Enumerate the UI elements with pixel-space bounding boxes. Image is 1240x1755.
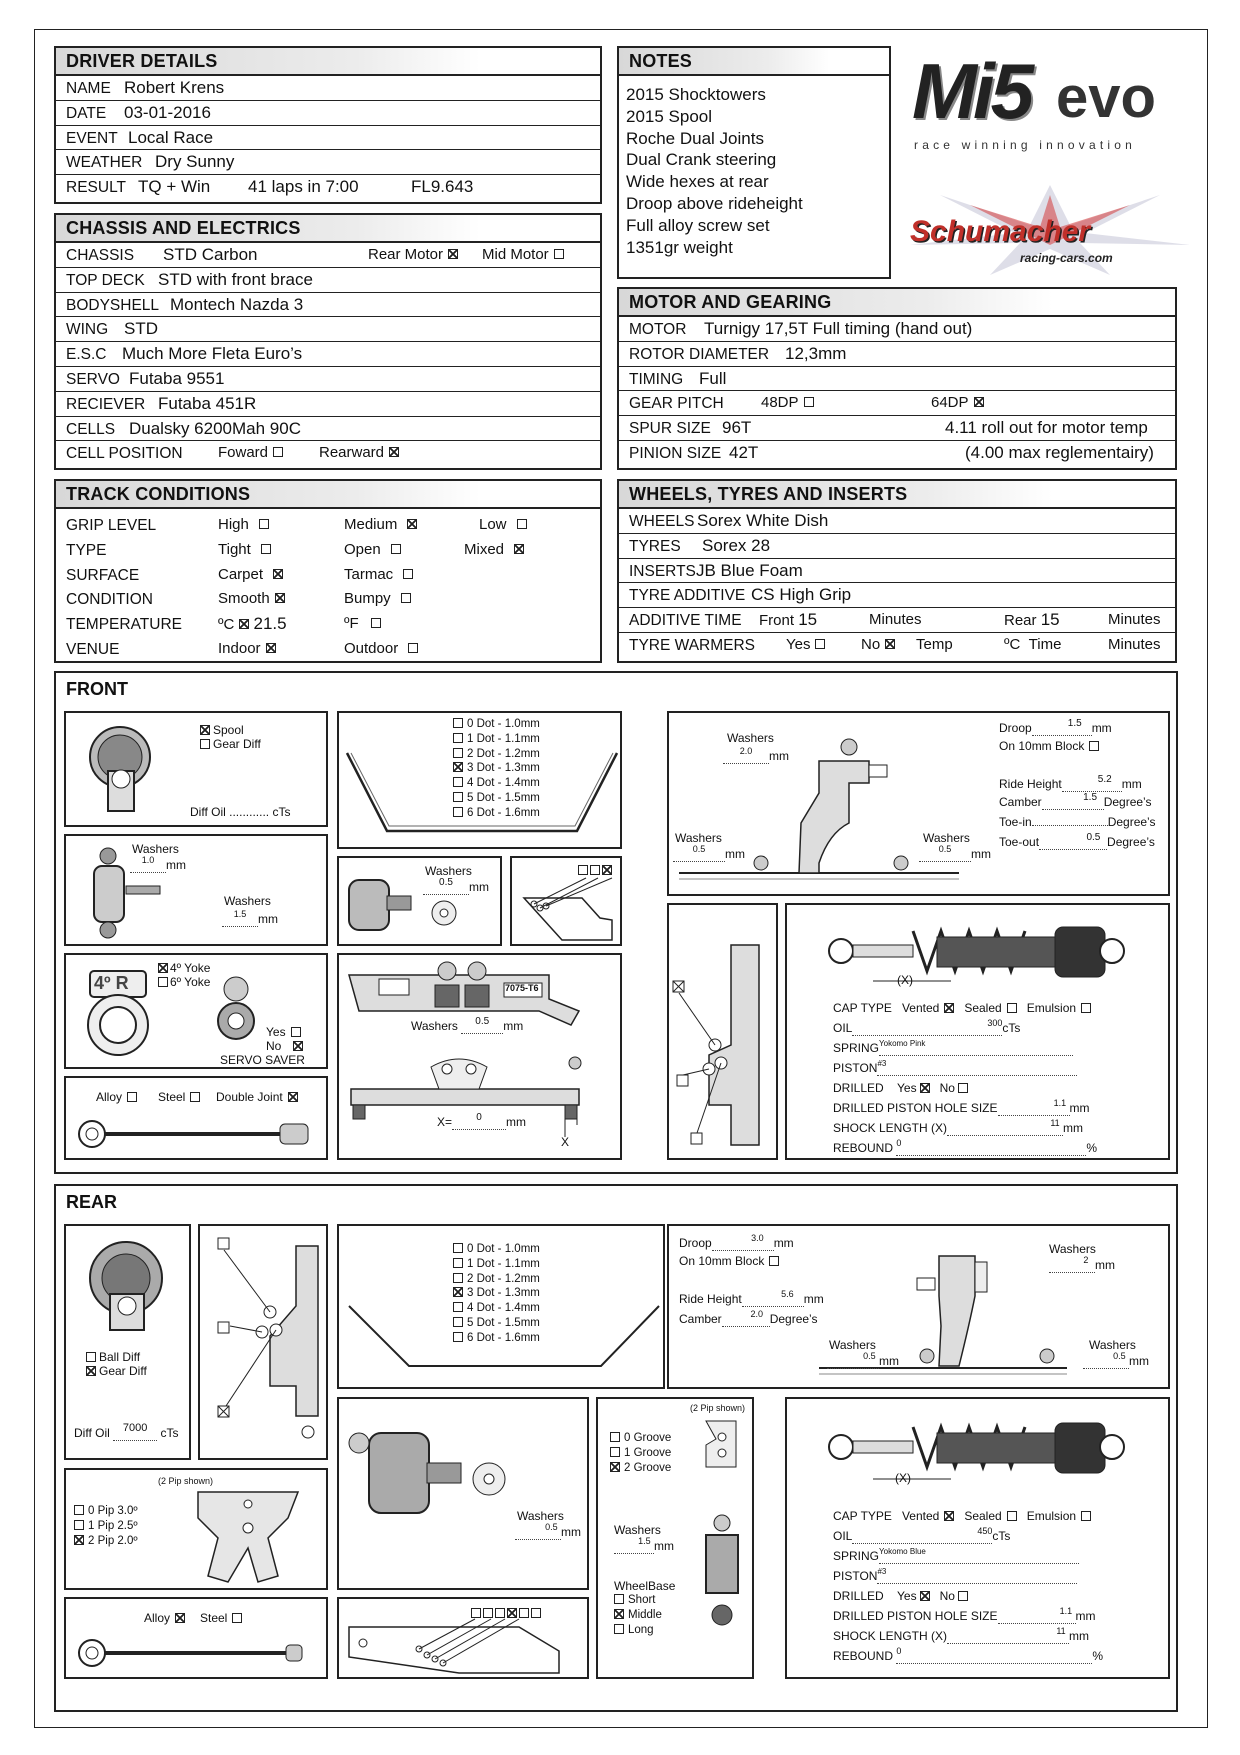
washer-icon bbox=[429, 898, 459, 928]
mid-motor-checkbox[interactable] bbox=[554, 249, 564, 259]
rear-groove-label: 1 Groove bbox=[624, 1446, 672, 1459]
front-ackermann-box bbox=[510, 856, 622, 946]
rear-swaybar-dot-checkbox[interactable] bbox=[453, 1302, 463, 1312]
front-alloy-checkbox[interactable] bbox=[127, 1092, 137, 1102]
schumacher-wordmark: Schumacher bbox=[910, 215, 1091, 248]
temp-celsius-checkbox[interactable] bbox=[239, 619, 249, 629]
front-on-block-checkbox[interactable] bbox=[1089, 741, 1099, 751]
wheelbase-option[interactable] bbox=[614, 1623, 662, 1638]
pitch-64-checkbox[interactable] bbox=[974, 397, 984, 407]
grip-row[interactable]: GRIP LEVEL High Medium Low bbox=[56, 513, 600, 538]
front-swaybar-dot-label: 1 Dot - 1.1mm bbox=[467, 732, 540, 745]
front-swaybar-dot-checkbox[interactable] bbox=[453, 733, 463, 743]
pinion-row[interactable]: PINION SIZE 42T (4.00 max reglementairy) bbox=[629, 442, 1154, 462]
forward-checkbox[interactable] bbox=[273, 447, 283, 457]
rear-steel-checkbox[interactable] bbox=[232, 1613, 242, 1623]
notes-line: Droop above rideheight bbox=[626, 193, 803, 213]
rear-swaybar-dot-checkbox[interactable] bbox=[453, 1258, 463, 1268]
front-swaybar-dot-label: 3 Dot - 1.3mm bbox=[467, 762, 540, 775]
front-swaybar-dot-checkbox[interactable] bbox=[453, 762, 463, 772]
rear-hub-washers-box: Washers $^{0.5}$ mm bbox=[337, 1397, 589, 1590]
rear-driveshaft-graphic bbox=[76, 1633, 316, 1673]
rear-swaybar-dot-label: 4 Dot - 1.4mm bbox=[467, 1302, 540, 1315]
rear-swaybar-dot-option[interactable] bbox=[453, 1316, 540, 1331]
driver-details-panel bbox=[54, 46, 602, 204]
rear-swaybar-dot-label: 5 Dot - 1.5mm bbox=[467, 1316, 540, 1329]
motor-panel bbox=[617, 287, 1177, 470]
front-swaybar-dot-checkbox[interactable] bbox=[453, 777, 463, 787]
front-block-box: 7075-T6 Washers $^{0.5}$ mm X= $^0$ mm X bbox=[337, 953, 622, 1160]
wing-row[interactable]: WING STD bbox=[56, 317, 600, 342]
rear-pip-label: 0 Pip 3.0º bbox=[88, 1505, 138, 1517]
rear-swaybar-dot-checkbox[interactable] bbox=[453, 1273, 463, 1283]
front-cap-vented-checkbox[interactable] bbox=[944, 1003, 954, 1013]
rear-pip-label: 2 Pip 2.0º bbox=[88, 1534, 138, 1547]
front-swaybar-box bbox=[337, 711, 622, 849]
rear-diff-box: Ball Diff Gear Diff Diff Oil 7000 cTs bbox=[64, 1224, 191, 1460]
condition-bumpy-checkbox[interactable] bbox=[401, 593, 411, 603]
rear-hubcarrier-box bbox=[198, 1224, 328, 1460]
front-shock-box: (X) CAP TYPE Vented Sealed Emulsion OIL $^{300}$cTs $SPRING^{Yokomo Pink}$ PISTON$^{\#3}$ DRILLED Yes No DRILLED PISTON HOLE SIZE $^{1.1}$ mm SHOCK LENGTH (X) $^{11}$ mm REBOUND $^0$ % bbox=[785, 903, 1170, 1160]
rear-shock-graphic bbox=[827, 1407, 1127, 1497]
front-swaybar-dot-label: 2 Dot - 1.2mm bbox=[467, 747, 540, 760]
wheels-row[interactable]: WHEELS Sorex White Dish bbox=[619, 509, 1175, 534]
rear-dots-list[interactable] bbox=[453, 1242, 540, 1346]
cells-row[interactable]: CELLS Dualsky 6200Mah 90C bbox=[56, 417, 600, 442]
track-heading: TRACK CONDITIONS bbox=[56, 481, 600, 509]
front-swaybar-dot-label: 6 Dot - 1.6mm bbox=[467, 806, 540, 819]
rear-swaybar-dot-label: 3 Dot - 1.3mm bbox=[467, 1287, 540, 1300]
front-driveshaft-graphic bbox=[76, 1114, 316, 1154]
type-open-checkbox[interactable] bbox=[391, 544, 401, 554]
front-swaybar-dot-option[interactable] bbox=[453, 776, 540, 791]
rear-drilled-no-checkbox[interactable] bbox=[958, 1591, 968, 1601]
gear-pitch-row[interactable]: GEAR PITCH 48DP 64DP bbox=[619, 391, 1175, 416]
grip-medium-checkbox[interactable] bbox=[407, 519, 417, 529]
front-hub-washers-box: Washers $^{0.5}$ mm bbox=[337, 856, 502, 946]
motor-row[interactable]: MOTOR Turnigy 17,5T Full timing (hand out) bbox=[619, 317, 1175, 342]
front-gear-diff-checkbox[interactable] bbox=[200, 739, 210, 749]
warmers-yes-checkbox[interactable] bbox=[815, 639, 825, 649]
rear-geometry-box: Droop $^{3.0}$ mm On 10mm Block Ride Height $^{5.6}$ mm Camber $^{2.0}$ Degree’s Washers $^2$ mm Washers $^{0.5}$ mm Washers $^{0.5}$ mm bbox=[667, 1224, 1170, 1389]
rear-wheelbase-box: (2 Pip shown) 0 Groove 1 Groove 2 Groove Washers $^{1.5}$ mm WheelBase Short Middle Long bbox=[596, 1397, 754, 1679]
wheelbase-list[interactable] bbox=[614, 1593, 662, 1637]
bodyshell-row[interactable]: BODYSHELL Montech Nazda 3 bbox=[56, 293, 600, 318]
wheelbase-label: Short bbox=[628, 1594, 656, 1606]
rear-hubcarrier-graphic bbox=[200, 1226, 330, 1462]
front-drilled-no-checkbox[interactable] bbox=[958, 1083, 968, 1093]
grip-high-checkbox[interactable] bbox=[259, 519, 269, 529]
notes-line: 2015 Spool bbox=[626, 106, 713, 126]
front-heading: FRONT bbox=[66, 679, 128, 699]
logo-evo-text: evo bbox=[1056, 65, 1156, 130]
notes-line: Roche Dual Joints bbox=[626, 128, 764, 148]
rear-heading: REAR bbox=[66, 1192, 118, 1212]
venue-indoor-checkbox[interactable] bbox=[266, 643, 276, 653]
rear-swaybar-dot-checkbox[interactable] bbox=[453, 1287, 463, 1297]
date-value: 03-01-2016 bbox=[124, 102, 211, 122]
rear-pip-option[interactable] bbox=[74, 1504, 138, 1519]
temp-fahrenheit-checkbox[interactable] bbox=[371, 618, 381, 628]
rear-swaybar-dot-option[interactable] bbox=[453, 1301, 540, 1316]
venue-row[interactable]: VENUE Indoor Outdoor bbox=[56, 637, 600, 662]
type-tight-checkbox[interactable] bbox=[261, 544, 271, 554]
rear-diff-icon bbox=[74, 1232, 184, 1342]
pitch-48-checkbox[interactable] bbox=[804, 397, 814, 407]
servo-saver-label: SERVO SAVER bbox=[220, 1053, 305, 1067]
rear-toe-box bbox=[337, 1597, 589, 1679]
front-swaybar-dot-label: 0 Dot - 1.0mm bbox=[467, 718, 540, 730]
front-swaybar-dot-option[interactable] bbox=[453, 791, 540, 806]
wheelbase-checkbox[interactable] bbox=[614, 1624, 624, 1634]
schumacher-url: racing-cars.com bbox=[1020, 251, 1113, 265]
name-row[interactable]: NAME Robert Krens bbox=[56, 76, 600, 101]
front-swaybar-dot-option[interactable] bbox=[453, 747, 540, 762]
notes-list[interactable] bbox=[619, 76, 889, 258]
front-swaybar-dot-option[interactable] bbox=[453, 732, 540, 747]
rear-alloy-checkbox[interactable] bbox=[175, 1613, 185, 1623]
ackermann-1-checkbox[interactable] bbox=[578, 865, 588, 875]
rear-swaybar-dot-option[interactable] bbox=[453, 1286, 540, 1301]
wheels-heading: WHEELS, TYRES AND INSERTS bbox=[619, 481, 1175, 509]
wheelbase-option[interactable] bbox=[614, 1593, 662, 1608]
rear-on-block-checkbox[interactable] bbox=[769, 1256, 779, 1266]
notes-line: 2015 Shocktowers bbox=[626, 85, 766, 104]
receiver-row[interactable]: RECIEVER Futaba 451R bbox=[56, 392, 600, 417]
rear-swaybar-dot-option[interactable] bbox=[453, 1331, 540, 1346]
front-diff-box: Spool Gear Diff Diff Oil ............ cTs bbox=[64, 711, 328, 827]
chassis-heading: CHASSIS AND ELECTRICS bbox=[56, 215, 600, 243]
rear-gear-diff-checkbox[interactable] bbox=[86, 1366, 96, 1376]
wheelbase-checkbox[interactable] bbox=[614, 1609, 624, 1619]
front-shock-graphic bbox=[827, 911, 1127, 1001]
front-shocktower-box bbox=[667, 903, 778, 1160]
rear-groove-checkbox[interactable] bbox=[610, 1432, 620, 1442]
rear-cap-sealed-checkbox[interactable] bbox=[1007, 1511, 1017, 1521]
rear-groove-option[interactable] bbox=[610, 1431, 671, 1446]
rear-driveshaft-box: Alloy Steel bbox=[64, 1597, 328, 1679]
inserts-row[interactable]: INSERTS JB Blue Foam bbox=[619, 559, 1175, 584]
timing-row[interactable]: TIMING Full bbox=[619, 367, 1175, 392]
rear-pip-checkbox[interactable] bbox=[74, 1505, 84, 1515]
name-value: Robert Krens bbox=[124, 78, 225, 97]
surface-tarmac-checkbox[interactable] bbox=[403, 569, 413, 579]
groove-block-graphic bbox=[696, 1415, 746, 1475]
grip-low-checkbox[interactable] bbox=[517, 519, 527, 529]
tyre-warmers-row[interactable]: TYRE WARMERS Yes No Temp ºC Time Minutes bbox=[629, 635, 1161, 654]
wheelbase-label: Middle bbox=[628, 1608, 662, 1621]
wheelbase-option[interactable] bbox=[614, 1608, 662, 1623]
rear-pip-checkbox[interactable] bbox=[74, 1520, 84, 1530]
track-panel bbox=[54, 479, 602, 663]
front-diff-icon bbox=[70, 719, 180, 819]
front-hub-icon bbox=[343, 862, 423, 942]
ackermann-3-checkbox[interactable] bbox=[602, 865, 612, 875]
rear-groove-option[interactable] bbox=[610, 1446, 671, 1461]
rear-groove-checkbox[interactable] bbox=[610, 1447, 620, 1457]
driver-details-heading: DRIVER DETAILS bbox=[56, 48, 600, 76]
notes-heading: NOTES bbox=[619, 48, 889, 76]
rear-grooves-list[interactable] bbox=[610, 1431, 671, 1475]
front-swaybar-dot-option[interactable] bbox=[453, 761, 540, 776]
rear-swaybar-dot-label: 1 Dot - 1.1mm bbox=[467, 1257, 540, 1270]
surface-row[interactable]: SURFACE Carpet Tarmac bbox=[56, 563, 600, 588]
spur-row[interactable]: SPUR SIZE 96T 4.11 roll out for motor temp bbox=[619, 416, 1175, 441]
front-shocktower-graphic bbox=[669, 905, 780, 1162]
front-cap-sealed-checkbox[interactable] bbox=[1007, 1003, 1017, 1013]
front-swaybar-dot-label: 4 Dot - 1.4mm bbox=[467, 777, 540, 790]
front-swaybar-dot-option[interactable] bbox=[453, 717, 540, 732]
front-dots-list[interactable] bbox=[453, 717, 540, 821]
rear-washer-icon bbox=[469, 1459, 509, 1499]
type-mixed-checkbox[interactable] bbox=[514, 544, 524, 554]
temperature-row[interactable]: TEMPERATURE ºC 21.5 ºF bbox=[56, 612, 600, 637]
rear-section bbox=[54, 1184, 1178, 1712]
rear-pips-list[interactable] bbox=[74, 1504, 138, 1548]
rotor-row[interactable]: ROTOR DIAMETER 12,3mm bbox=[619, 342, 1175, 367]
rear-toe-graphic bbox=[339, 1617, 589, 1679]
event-row[interactable]: EVENT Local Race bbox=[56, 126, 600, 151]
ackermann-2-checkbox[interactable] bbox=[590, 865, 600, 875]
front-spool-checkbox[interactable] bbox=[200, 725, 210, 735]
wheelbase-checkbox[interactable] bbox=[614, 1594, 624, 1604]
result-row[interactable]: RESULT TQ + Win 41 laps in 7:00 FL9.643 bbox=[66, 177, 474, 197]
servo-saver-no-checkbox[interactable] bbox=[293, 1041, 303, 1051]
front-swaybar-dot-label: 5 Dot - 1.5mm bbox=[467, 791, 540, 804]
rear-swaybar-dot-checkbox[interactable] bbox=[453, 1332, 463, 1342]
rear-pip-checkbox[interactable] bbox=[74, 1535, 84, 1545]
additive-time-row[interactable]: ADDITIVE TIME Front 15 Minutes Rear 15 Minutes bbox=[619, 608, 1175, 633]
type-row[interactable]: TYPE Tight Open Mixed bbox=[56, 538, 600, 563]
ackermann-graphic bbox=[512, 876, 620, 946]
front-swaybar-dot-checkbox[interactable] bbox=[453, 748, 463, 758]
rear-groove-label: 2 Groove bbox=[624, 1461, 672, 1474]
rear-swaybar-dot-label: 2 Dot - 1.2mm bbox=[467, 1272, 540, 1285]
rear-cap-emulsion-checkbox[interactable] bbox=[1081, 1511, 1091, 1521]
notes-line: 1351gr weight bbox=[626, 237, 733, 257]
front-swaybar-dot-option[interactable] bbox=[453, 806, 540, 821]
front-steel-checkbox[interactable] bbox=[190, 1092, 200, 1102]
front-block-graphic bbox=[339, 955, 624, 1162]
weather-value: Dry Sunny bbox=[155, 152, 235, 172]
rear-swaybar-dot-option[interactable] bbox=[453, 1257, 540, 1272]
rear-groove-label: 0 Groove bbox=[624, 1432, 672, 1444]
event-value: Local Race bbox=[128, 127, 214, 147]
rear-pip-option[interactable] bbox=[74, 1519, 138, 1534]
tyres-row[interactable]: TYRES Sorex 28 bbox=[619, 534, 1175, 559]
front-swaybar-dot-checkbox[interactable] bbox=[453, 718, 463, 728]
rear-swaybar-dot-label: 6 Dot - 1.6mm bbox=[467, 1331, 540, 1344]
logo-schumacher bbox=[900, 185, 1200, 275]
rear-shock-box: (X) CAP TYPE Vented Sealed Emulsion OIL $^{450}$cTs $SPRING^{Yokomo Blue}$ PISTON$^{\#3}$ DRILLED Yes No DRILLED PISTON HOLE SIZE $^{1.1}$ mm SHOCK LENGTH (X) $^{11}$ mm REBOUND $^0$ % bbox=[785, 1397, 1170, 1679]
yoke-label: 4º R bbox=[94, 973, 129, 993]
cell-position-row[interactable]: CELL POSITION Foward Rearward bbox=[56, 441, 600, 466]
motor-heading: MOTOR AND GEARING bbox=[619, 289, 1175, 317]
rear-swaybar-dot-option[interactable] bbox=[453, 1242, 540, 1257]
front-drilled-yes-checkbox[interactable] bbox=[920, 1083, 930, 1093]
front-swaybar-dot-checkbox[interactable] bbox=[453, 807, 463, 817]
date-row[interactable]: DATE 03-01-2016 bbox=[56, 101, 600, 126]
rear-hub-icon bbox=[339, 1403, 479, 1543]
logo-tagline: race winning innovation bbox=[914, 138, 1137, 152]
condition-smooth-checkbox[interactable] bbox=[275, 593, 285, 603]
venue-outdoor-checkbox[interactable] bbox=[408, 643, 418, 653]
notes-line: Full alloy screw set bbox=[626, 215, 770, 235]
condition-row[interactable]: CONDITION Smooth Bumpy bbox=[56, 587, 600, 612]
rear-swaybar-dot-label: 0 Dot - 1.0mm bbox=[467, 1243, 540, 1255]
wheelbase-label: Long bbox=[628, 1623, 654, 1636]
rear-pip-plate-graphic bbox=[178, 1478, 318, 1588]
wheels-panel bbox=[617, 479, 1177, 663]
yoke-4-checkbox[interactable] bbox=[158, 963, 168, 973]
front-cap-emulsion-checkbox[interactable] bbox=[1081, 1003, 1091, 1013]
servo-saver-yes-checkbox[interactable] bbox=[291, 1027, 301, 1037]
notes-line: Dual Crank steering bbox=[626, 150, 777, 170]
rear-groove-option[interactable] bbox=[610, 1461, 671, 1476]
notes-line: Wide hexes at rear bbox=[626, 172, 769, 192]
front-steering-washers-box: Washers $^{1.0}$ mm Washers $^{1.5}$ mm bbox=[64, 834, 328, 946]
front-geometry-box: Washers $^{2.0}$ mm Washers $^{0.5}$ mm Washers $^{0.5}$ mm Droop $^{1.5}$ mm On 10mm Block Ride Height $^{5.2}$ mm Camber $^{1.5}$ Degree’s Toe-in Degree’s Toe-out $^{0.5}$ Degree’s bbox=[667, 711, 1170, 896]
block-7075-label: 7075-T6 bbox=[505, 983, 539, 993]
rear-pip-label: 1 Pip 2.5º bbox=[88, 1519, 138, 1532]
front-yoke-box: 4º R 4º Yoke 6º Yoke Yes No SERVO SAVER bbox=[64, 953, 328, 1069]
chassis-panel bbox=[54, 213, 602, 470]
front-diff-oil: Diff Oil ............ cTs bbox=[190, 805, 291, 819]
rear-pip-option[interactable] bbox=[74, 1534, 138, 1549]
additive-row[interactable]: TYRE ADDITIVE CS High Grip bbox=[619, 583, 1175, 608]
front-driveshaft-box: Alloy Steel Double Joint bbox=[64, 1076, 328, 1160]
rear-motor-checkbox[interactable] bbox=[448, 249, 458, 259]
front-double-joint-checkbox[interactable] bbox=[288, 1092, 298, 1102]
surface-carpet-checkbox[interactable] bbox=[273, 569, 283, 579]
front-section bbox=[54, 671, 1178, 1174]
rear-drilled-yes-checkbox[interactable] bbox=[920, 1591, 930, 1601]
rear-ball-diff-checkbox[interactable] bbox=[86, 1352, 96, 1362]
rearward-checkbox[interactable] bbox=[389, 447, 399, 457]
rear-swaybar-dot-checkbox[interactable] bbox=[453, 1317, 463, 1327]
weather-row[interactable]: WEATHER Dry Sunny bbox=[56, 150, 600, 175]
esc-row[interactable]: E.S.C Much More Fleta Euro’s bbox=[56, 342, 600, 367]
warmers-no-checkbox[interactable] bbox=[885, 639, 895, 649]
rear-pips-box: (2 Pip shown) 0 Pip 3.0º 1 Pip 2.5º 2 Pip 2.0º bbox=[64, 1468, 328, 1590]
rear-swaybar-box bbox=[337, 1224, 665, 1389]
logo-mi5-text: Mi5 bbox=[912, 47, 1031, 135]
rear-groove-checkbox[interactable] bbox=[610, 1462, 620, 1472]
yoke-6-checkbox[interactable] bbox=[158, 977, 168, 987]
rear-cap-vented-checkbox[interactable] bbox=[944, 1511, 954, 1521]
chassis-row[interactable]: CHASSIS STD Carbon Rear Motor Mid Motor bbox=[56, 243, 600, 268]
servo-row[interactable]: SERVO Futaba 9551 bbox=[56, 367, 600, 392]
front-swaybar-dot-checkbox[interactable] bbox=[453, 792, 463, 802]
rear-swaybar-dot-option[interactable] bbox=[453, 1272, 540, 1287]
topdeck-row[interactable]: TOP DECK STD with front brace bbox=[56, 268, 600, 293]
rear-swaybar-dot-checkbox[interactable] bbox=[453, 1243, 463, 1253]
rear-upright-icon bbox=[692, 1511, 752, 1631]
logo-mi5evo bbox=[906, 47, 1192, 152]
notes-panel bbox=[617, 46, 891, 279]
